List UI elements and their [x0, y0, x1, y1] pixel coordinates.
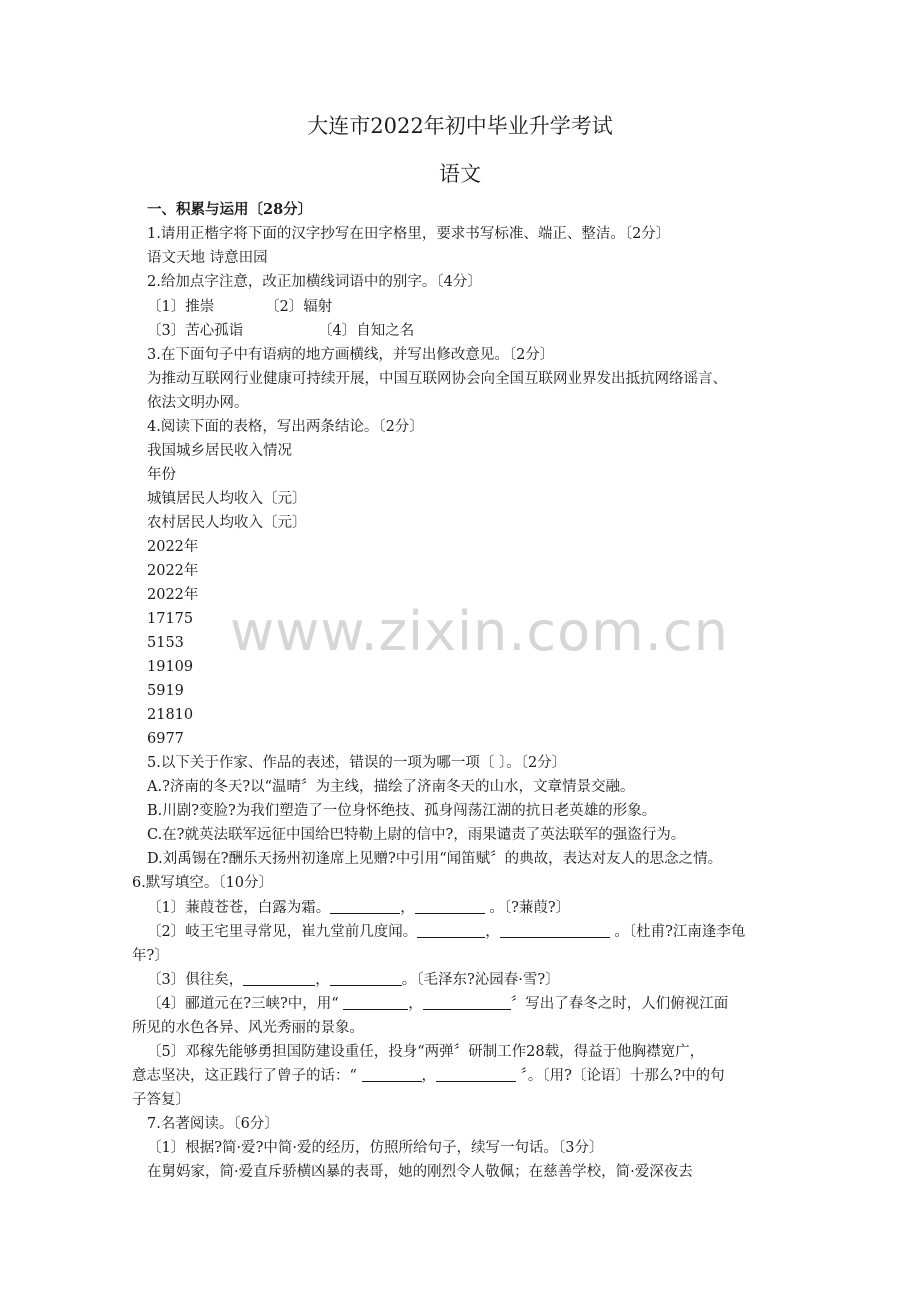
answer-blank[interactable]: [423, 993, 511, 1010]
question-2-item-2: 〔2〕辐射: [265, 299, 333, 315]
question-6-item-5: 〔5〕邓稼先能够勇担国防建设重任，投身“两弹〞研制工作28载，得益于他胸襟宽广，: [147, 1044, 705, 1060]
answer-blank[interactable]: [343, 993, 408, 1010]
item-text: 〞。〔用?〔论语〕十那么?中的句: [520, 1068, 725, 1084]
table-cell: 21810: [147, 707, 194, 723]
table-cell: 2022年: [147, 563, 199, 579]
question-6-item-1: [147, 897, 570, 919]
table-cell: 5919: [147, 683, 184, 699]
answer-blank[interactable]: [330, 969, 402, 986]
question-6-prompt: 6.默写填空。〔10分〕: [132, 875, 274, 891]
item-source: 。〔杜甫?江南逢李龟: [614, 924, 746, 940]
watermark: www.zixin.com.cn: [230, 600, 729, 663]
section-heading: 一、积累与运用〔28分〕: [147, 201, 313, 218]
item-text: 〔1〕蒹葭苍苍，白露为霜。: [147, 900, 331, 916]
question-5-option-d: D.刘禹锡在?酬乐天扬州初逢席上见赠?中引用“闻笛赋〞的典故，表达对友人的思念之情。: [147, 851, 723, 867]
table-cell: 2022年: [147, 539, 199, 555]
answer-blank[interactable]: [436, 1065, 516, 1082]
question-5-option-c: C.在?就英法联军远征中国给巴特勒上尉的信中?，雨果谴责了英法联军的强盗行为。: [147, 827, 686, 843]
question-2-item-3: 〔3〕苦心孤诣: [147, 323, 244, 339]
question-2-item-4: 〔4〕自知之名: [318, 323, 415, 339]
table-cell: 5153: [147, 635, 184, 651]
question-6-item-4-continued: 所见的水色各异、风光秀丽的景象。: [132, 1020, 364, 1036]
question-7-subquestion-1: 〔1〕根据?简·爱?中简·爱的经历，仿照所给句子，续写一句话。〔3分〕: [147, 1140, 604, 1156]
item-text: 〔4〕郦道元在?三峡?中，用“: [147, 996, 339, 1012]
item-source: 。〔?蒹葭?〕: [489, 900, 571, 916]
question-6-item-2-continued: 年?〕: [132, 948, 169, 964]
subject-title: 语文: [439, 162, 481, 186]
question-3-sentence-line-1: 为推动互联网行业健康可持续开展，中国互联网协会向全国互联网业界发出抵抗网络谣言、: [147, 371, 727, 387]
question-6-item-5-line-3: 子答复〕: [132, 1092, 190, 1108]
answer-blank[interactable]: [362, 1065, 422, 1082]
blank-separator: ，: [421, 1068, 437, 1084]
item-text: 〔3〕俱往矣，: [147, 972, 244, 988]
question-6-item-5-line-2: [132, 1065, 725, 1087]
question-7-prompt: 7.名著阅读。〔6分〕: [147, 1116, 279, 1132]
question-2-item-1: 〔1〕推崇: [147, 299, 215, 315]
item-text: 意志坚决，这正践行了曾子的话：“: [132, 1068, 357, 1084]
item-text: 〔2〕岐王宅里寻常见，崔九堂前几度闻。: [147, 924, 418, 940]
table-cell: 17175: [147, 611, 194, 627]
answer-blank[interactable]: [415, 897, 485, 914]
answer-blank[interactable]: [417, 921, 485, 938]
answer-blank[interactable]: [243, 969, 315, 986]
question-7-passage: 在舅妈家，简·爱直斥骄横凶暴的表哥，她的刚烈令人敬佩；在慈善学校，简·爱深夜去: [147, 1164, 693, 1180]
question-6-item-3: [147, 969, 560, 991]
table-cell: 2022年: [147, 587, 199, 603]
blank-separator: ，: [408, 996, 423, 1012]
question-4-prompt: 4.阅读下面的表格，写出两条结论。〔2分〕: [147, 419, 424, 435]
question-1-prompt: 1.请用正楷字将下面的汉字抄写在田字格里，要求书写标准、端正、整洁。〔2分〕: [147, 226, 671, 242]
question-5-option-a: A.?济南的冬天?以“温晴〞为主线，描绘了济南冬天的山水，文章情景交融。: [147, 779, 635, 795]
exam-title: 大连市2022年初中毕业升学考试: [307, 114, 613, 138]
question-3-prompt: 3.在下面句子中有语病的地方画横线，并写出修改意见。〔2分〕: [147, 347, 555, 363]
question-3-sentence-line-2: 依法文明办网。: [147, 395, 249, 411]
table-cell: 城镇居民人均收入〔元〕: [147, 491, 307, 507]
blank-separator: ，: [315, 972, 330, 988]
question-6-item-4: [147, 993, 728, 1015]
blank-separator: ，: [400, 900, 415, 916]
question-2-prompt: 2.给加点字注意，改正加横线词语中的别字。〔4分〕: [147, 274, 482, 290]
question-6-item-2: [147, 921, 745, 943]
table-cell: 年份: [147, 467, 176, 483]
table-cell: 6977: [147, 731, 184, 747]
answer-blank[interactable]: [330, 897, 400, 914]
question-5-prompt: 5.以下关于作家、作品的表述，错误的一项为哪一项〔 〕。〔2分〕: [147, 755, 567, 771]
question-1-text: 语文天地 诗意田园: [147, 250, 268, 266]
item-source: 。〔毛泽东?沁园春·雪?〕: [401, 972, 560, 988]
table-cell: 19109: [147, 659, 194, 675]
blank-separator: ，: [485, 924, 500, 940]
table-title: 我国城乡居民收入情况: [147, 443, 292, 459]
answer-blank[interactable]: [500, 921, 610, 938]
table-cell: 农村居民人均收入〔元〕: [147, 515, 307, 531]
item-text: 〞写出了春冬之时，人们俯视江面: [510, 996, 729, 1012]
question-5-option-b: B.川剧?变脸?为我们塑造了一位身怀绝技、孤身闯荡江湖的抗日老英雄的形象。: [147, 803, 657, 819]
